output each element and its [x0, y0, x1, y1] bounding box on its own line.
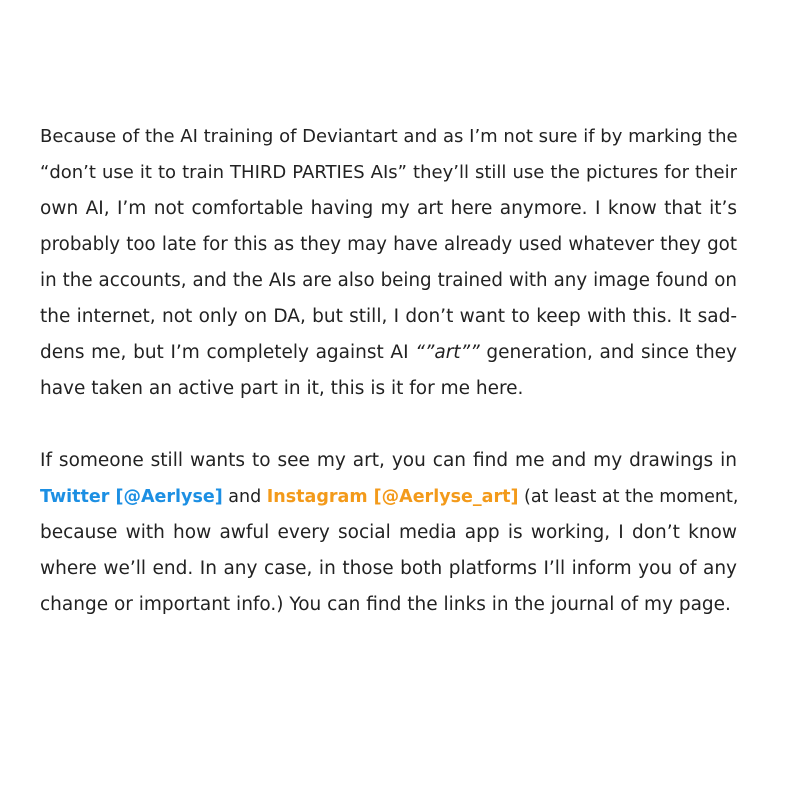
text-segment: (at least at the moment,: [518, 487, 739, 507]
paragraph-line: have taken an active part in it, this is it for me here.: [40, 378, 524, 399]
paragraph-line: change or important info.) You can find the links in the journal of my page.: [40, 594, 731, 615]
text-segment: and: [222, 487, 267, 507]
text-segment: generation, and since they: [479, 342, 737, 363]
paragraph-line: “don’t use it to train THIRD PARTIES AIs” they’ll still use the pictures for their: [40, 162, 737, 183]
text-segment: dens me, but I’m completely against AI: [40, 342, 416, 363]
paragraph-line: in the accounts, and the AIs are also being trained with any image found on: [40, 270, 737, 291]
paragraph-line: Because of the AI training of Deviantart and as I’m not sure if by marking the: [40, 126, 738, 147]
paragraph-social-links: [40, 443, 737, 623]
paragraph-ai-training: [40, 119, 737, 407]
paragraph-line: the internet, not only on DA, but still, I don’t want to keep with this. It sad-: [40, 306, 737, 327]
paragraph-line: If someone still wants to see my art, you can find me and my drawings in: [40, 450, 737, 471]
twitter-link[interactable]: Twitter [@Aerlyse]: [40, 487, 223, 507]
paragraph-line: [40, 335, 737, 371]
paragraph-line: own AI, I’m not comfortable having my art here anymore. I know that it’s: [40, 198, 737, 219]
paragraph-line: because with how awful every social media app is working, I don’t know: [40, 522, 737, 543]
paragraph-spacer: [40, 407, 737, 443]
quoted-art-italic: “”art””: [415, 342, 480, 363]
instagram-link[interactable]: Instagram [@Aerlyse_art]: [266, 487, 519, 507]
announcement-text: [40, 119, 737, 623]
paragraph-line: where we’ll end. In any case, in those both platforms I’ll inform you of any: [40, 558, 737, 579]
paragraph-line: [40, 479, 737, 515]
paragraph-line: probably too late for this as they may have already used whatever they got: [40, 234, 737, 255]
